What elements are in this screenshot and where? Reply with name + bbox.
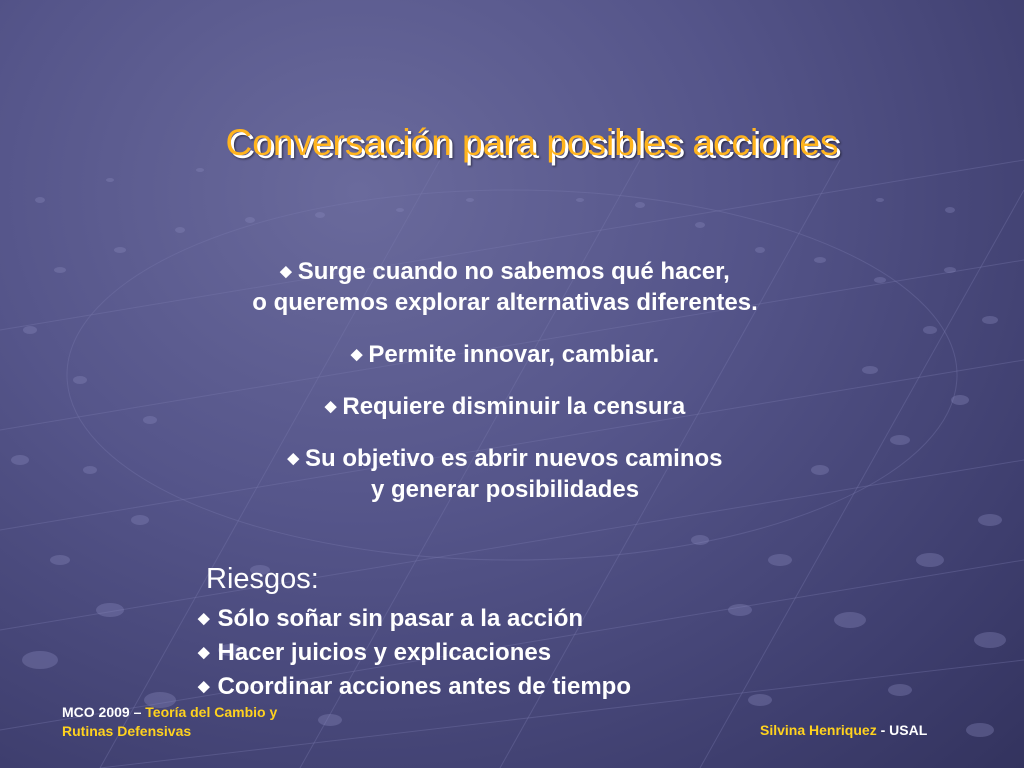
risks-heading: Riesgos: bbox=[206, 563, 319, 595]
footer-course-title-2: Rutinas Defensivas bbox=[62, 723, 192, 739]
diamond-bullet-icon: ◆ bbox=[287, 450, 300, 467]
risk-item bbox=[198, 602, 631, 636]
footer-author-name: Silvina Henriquez bbox=[760, 722, 877, 738]
bullet-text: Su objetivo es abrir nuevos caminos bbox=[305, 445, 723, 472]
risk-item bbox=[198, 670, 631, 704]
bullet-list bbox=[0, 256, 1010, 526]
risk-text: Coordinar acciones antes de tiempo bbox=[217, 673, 631, 700]
diamond-bullet-icon: ◆ bbox=[198, 644, 210, 661]
footer-institution: - USAL bbox=[876, 722, 928, 738]
bullet-text: o queremos explorar alternativas diferentes. bbox=[252, 289, 758, 316]
footer-course-code: MCO 2009 – bbox=[62, 704, 146, 720]
risk-text: Sólo soñar sin pasar a la acción bbox=[217, 605, 584, 632]
risk-item bbox=[198, 636, 631, 670]
diamond-bullet-icon: ◆ bbox=[350, 346, 363, 363]
bullet-item bbox=[0, 256, 1010, 318]
bullet-text: Permite innovar, cambiar. bbox=[368, 341, 660, 368]
footer-course-title-1: Teoría del Cambio y bbox=[145, 704, 278, 720]
bullet-item bbox=[0, 443, 1010, 505]
bullet-item bbox=[0, 391, 1010, 422]
bullet-text: Surge cuando no sabemos qué hacer, bbox=[297, 258, 730, 285]
bullet-item bbox=[0, 339, 1010, 370]
bullet-text: y generar posibilidades bbox=[370, 476, 640, 503]
diamond-bullet-icon: ◆ bbox=[198, 678, 210, 695]
bullet-text: Requiere disminuir la censura bbox=[342, 393, 686, 420]
diamond-bullet-icon: ◆ bbox=[280, 263, 292, 280]
diamond-bullet-icon: ◆ bbox=[324, 398, 337, 415]
footer-author bbox=[760, 722, 927, 738]
footer-course bbox=[62, 703, 277, 741]
diamond-bullet-icon: ◆ bbox=[198, 610, 210, 627]
risks-list bbox=[198, 602, 631, 704]
risk-text: Hacer juicios y explicaciones bbox=[217, 639, 552, 666]
slide-title: Conversación para posibles acciones bbox=[225, 122, 839, 163]
